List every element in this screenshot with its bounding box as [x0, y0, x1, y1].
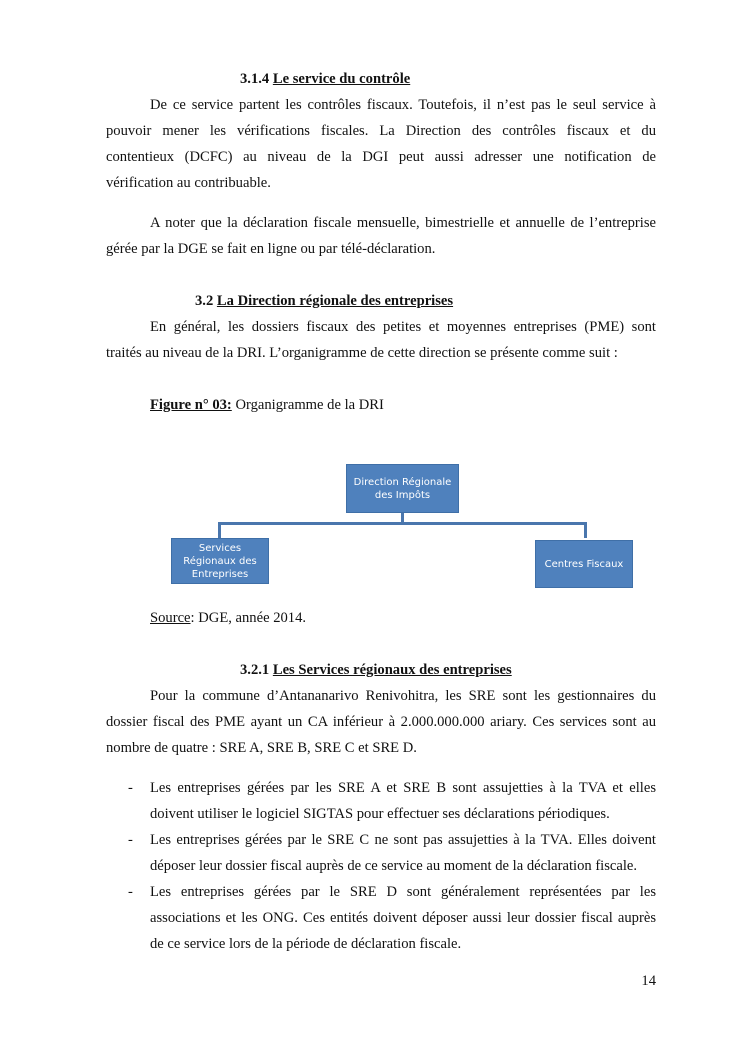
page-number: 14 [641, 973, 656, 989]
paragraph-line: dossier fiscal des PME ayant un CA inférieur à 2.000.000.000 ariary. Ces services sont au [106, 714, 656, 730]
section-number: 3.2.1 [240, 662, 270, 678]
list-item-line: Les entreprises gérées par le SRE C ne sont pas assujetties à la TVA. Elles doivent [150, 832, 656, 848]
org-box-direction-regionale: Direction Régionale des Impôts [346, 464, 459, 513]
figure-caption [150, 396, 384, 414]
source-label: Source [150, 610, 191, 626]
list-item-line: Les entreprises gérées par le SRE D sont généralement représentées par les [150, 884, 656, 900]
figure-source [150, 609, 306, 627]
paragraph-line: Pour la commune d’Antananarivo Renivohitra, les SRE sont les gestionnaires du [150, 688, 656, 704]
section-title: Les Services régionaux des entreprises [272, 662, 512, 678]
list-item-line: doivent utiliser le logiciel SIGTAS pour effectuer ses déclarations périodiques. [150, 806, 610, 822]
org-box-centres-fiscaux: Centres Fiscaux [535, 540, 633, 588]
source-text: : DGE, année 2014. [190, 610, 307, 626]
section-number: 3.1.4 [240, 71, 270, 87]
section-heading-3-1-4 [240, 70, 410, 88]
paragraph-line: contentieux (DCFC) au niveau de la DGI peut aussi adresser une notification de [106, 149, 656, 165]
document-page [106, 0, 656, 1053]
paragraph-line: nombre de quatre : SRE A, SRE B, SRE C et SRE D. [106, 740, 417, 756]
section-heading-3-2 [195, 292, 453, 310]
section-heading-3-2-1 [240, 661, 512, 679]
paragraph-line: A noter que la déclaration fiscale mensuelle, bimestrielle et annuelle de l’entreprise [150, 215, 656, 231]
bullet-dash: - [128, 780, 133, 796]
paragraph-line: traités au niveau de la DRI. L’organigramme de cette direction se présente comme suit : [106, 345, 618, 361]
org-box-services-regionaux: Services Régionaux des Entreprises [171, 538, 269, 584]
figure-label: Figure n° 03: [150, 397, 232, 413]
paragraph-line: En général, les dossiers fiscaux des petites et moyennes entreprises (PME) sont [150, 319, 656, 335]
list-item-line: Les entreprises gérées par les SRE A et SRE B sont assujetties à la TVA et elles [150, 780, 656, 796]
section-title: Le service du contrôle [272, 71, 411, 87]
org-connector [584, 522, 587, 538]
org-connector [218, 522, 221, 538]
figure-title: Organigramme de la DRI [235, 397, 384, 413]
list-item-line: de ce service lors de la période de déclaration fiscale. [150, 936, 462, 952]
org-connector [218, 522, 587, 525]
list-item-line: déposer leur dossier fiscal auprès de ce service au moment de la déclaration fiscale. [150, 858, 638, 874]
paragraph-line: vérification au contribuable. [106, 175, 271, 191]
paragraph-line: De ce service partent les contrôles fiscaux. Toutefois, il n’est pas le seul service à [150, 97, 656, 113]
bullet-dash: - [128, 832, 133, 848]
bullet-dash: - [128, 884, 133, 900]
paragraph-line: pouvoir mener les vérifications fiscales. La Direction des contrôles fiscaux et du [106, 123, 656, 139]
section-number: 3.2 [195, 293, 214, 309]
section-title: La Direction régionale des entreprises [216, 293, 454, 309]
paragraph-line: gérée par la DGE se fait en ligne ou par télé-déclaration. [106, 241, 436, 257]
list-item-line: associations et les ONG. Ces entités doivent déposer aussi leur dossier fiscal auprès [150, 910, 656, 926]
